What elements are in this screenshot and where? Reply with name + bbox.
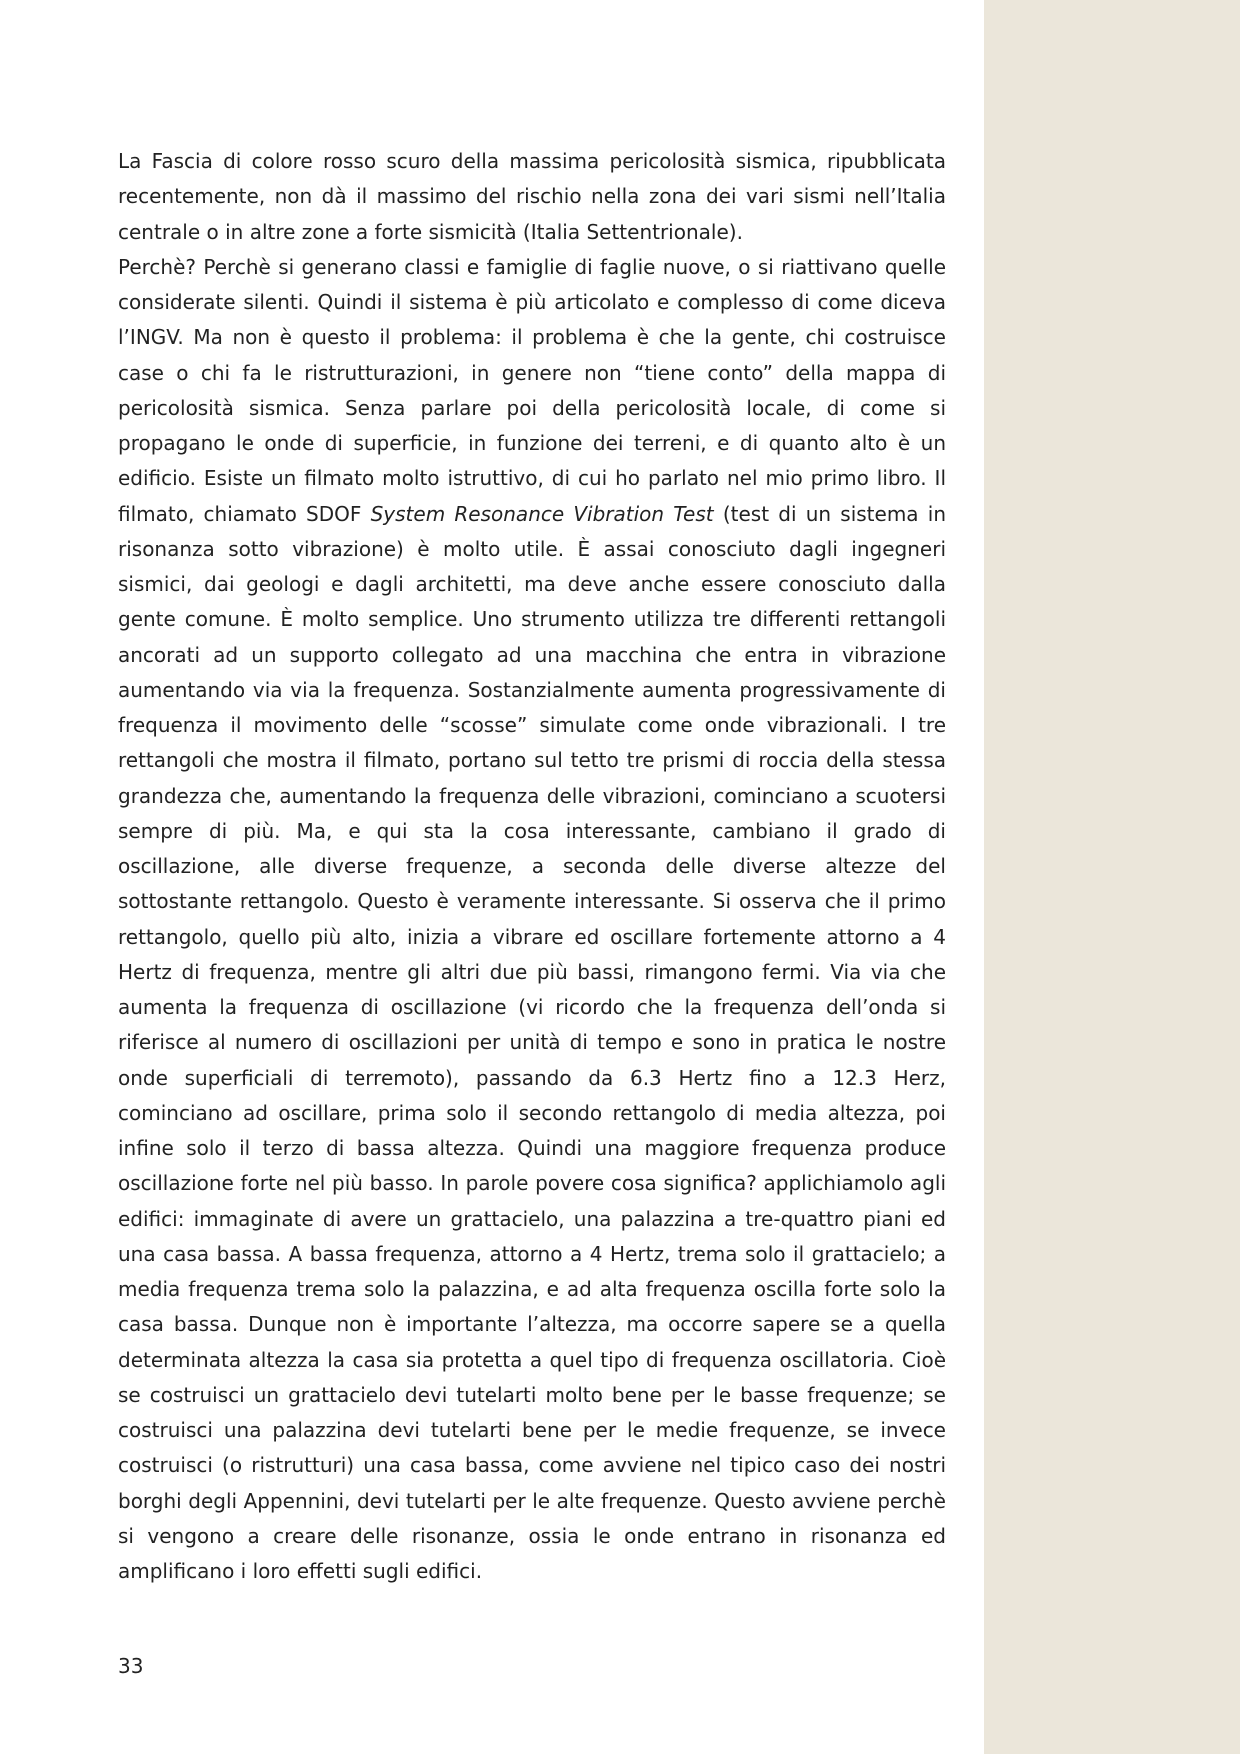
paragraph-1-text: La Fascia di colore rosso scuro della massima pericolosità sismica, ripubblicata recentemente, non dà il massimo del rischio nella zona dei vari sismi nell’Italia centrale o in altre zone a forte sismicità (Italia Settentrionale). <box>118 149 946 244</box>
paragraph-1 <box>118 144 946 250</box>
paragraph-2-text-end: (test di un sistema in risonanza sotto vibrazione) è molto utile. È assai conosciuto dagli ingegneri sismici, dai geologi e dagli architetti, ma deve anche essere conosciuto dalla gente comune. È molto semplice. Uno strumento utilizza tre differenti rettangoli ancorati ad un supporto collegato ad una macchina che entra in vibrazione aumentando via via la frequenza. Sostanzialmente aumenta progressivamente di frequenza il movimento delle “scosse” simulate come onde vibrazionali. I tre rettangoli che mostra il filmato, portano sul tetto tre prismi di roccia della stessa grandezza che, aumentando la frequenza delle vibrazioni, cominciano a scuotersi sempre di più. Ma, e qui sta la cosa interessante, cambiano il grado di oscillazione, alle diverse frequenze, a seconda delle diverse altezze del sottostante rettangolo. Questo è veramente interessante. Si osserva che il primo rettangolo, quello più alto, inizia a vibrare ed oscillare fortemente attorno a 4 Hertz di frequenza, mentre gli altri due più bassi, rimangono fermi. Via via che aumenta la frequenza di oscillazione (vi ricordo che la frequenza dell’onda si riferisce al numero di oscillazioni per unità di tempo e sono in pratica le nostre onde superficiali di terremoto), passando da 6.3 Hertz fino a 12.3 Herz, cominciano ad oscillare, prima solo il secondo rettangolo di media altezza, poi infine solo il terzo di bassa altezza. Quindi una maggiore frequenza produce oscillazione forte nel più basso. In parole povere cosa significa? applichiamolo agli edifici: immaginate di avere un grattacielo, una palazzina a tre-quattro piani ed una casa bassa. A bassa frequenza, attorno a 4 Hertz, trema solo il grattacielo; a media frequenza trema solo la palazzina, e ad alta frequenza oscilla forte solo la casa bassa. Dunque non è importante l’altezza, ma occorre sapere se a quella determinata altezza la casa sia protetta a quel tipo di frequenza oscillatoria. Cioè se costruisci un grattacielo devi tutelarti molto bene per le basse frequenze; se costruisci una palazzina devi tutelarti bene per le medie frequenze, se invece costruisci (o ristrutturi) una casa bassa, come avviene nel tipico caso dei nostri borghi degli Appennini, devi tutelarti per le alte frequenze. Questo avviene perchè si vengono a creare delle risonanze, ossia le onde entrano in risonanza ed amplificano i loro effetti sugli edifici. <box>118 501 947 1583</box>
paragraph-2 <box>118 250 946 1590</box>
side-margin-band <box>984 0 1240 1754</box>
italic-test-name: System Resonance Vibration Test <box>370 501 714 526</box>
page-number: 33 <box>118 1654 144 1678</box>
paragraph-2-text-start: Perchè? Perchè si generano classi e famiglie di faglie nuove, o si riattivano quelle considerate silenti. Quindi il sistema è più articolato e complesso di come diceva l’INGV. Ma non è questo il problema: il problema è che la gente, chi costruisce case o chi fa le ristrutturazioni, in genere non “tiene conto” della mappa di pericolosità sismica. Senza parlare poi della pericolosità locale, di come si propagano le onde di superficie, in funzione dei terreni, e di quanto alto è un edificio. Esiste un filmato molto istruttivo, di cui ho parlato nel mio primo libro. Il filmato, chiamato SDOF <box>118 254 946 526</box>
body-text <box>118 144 946 1589</box>
